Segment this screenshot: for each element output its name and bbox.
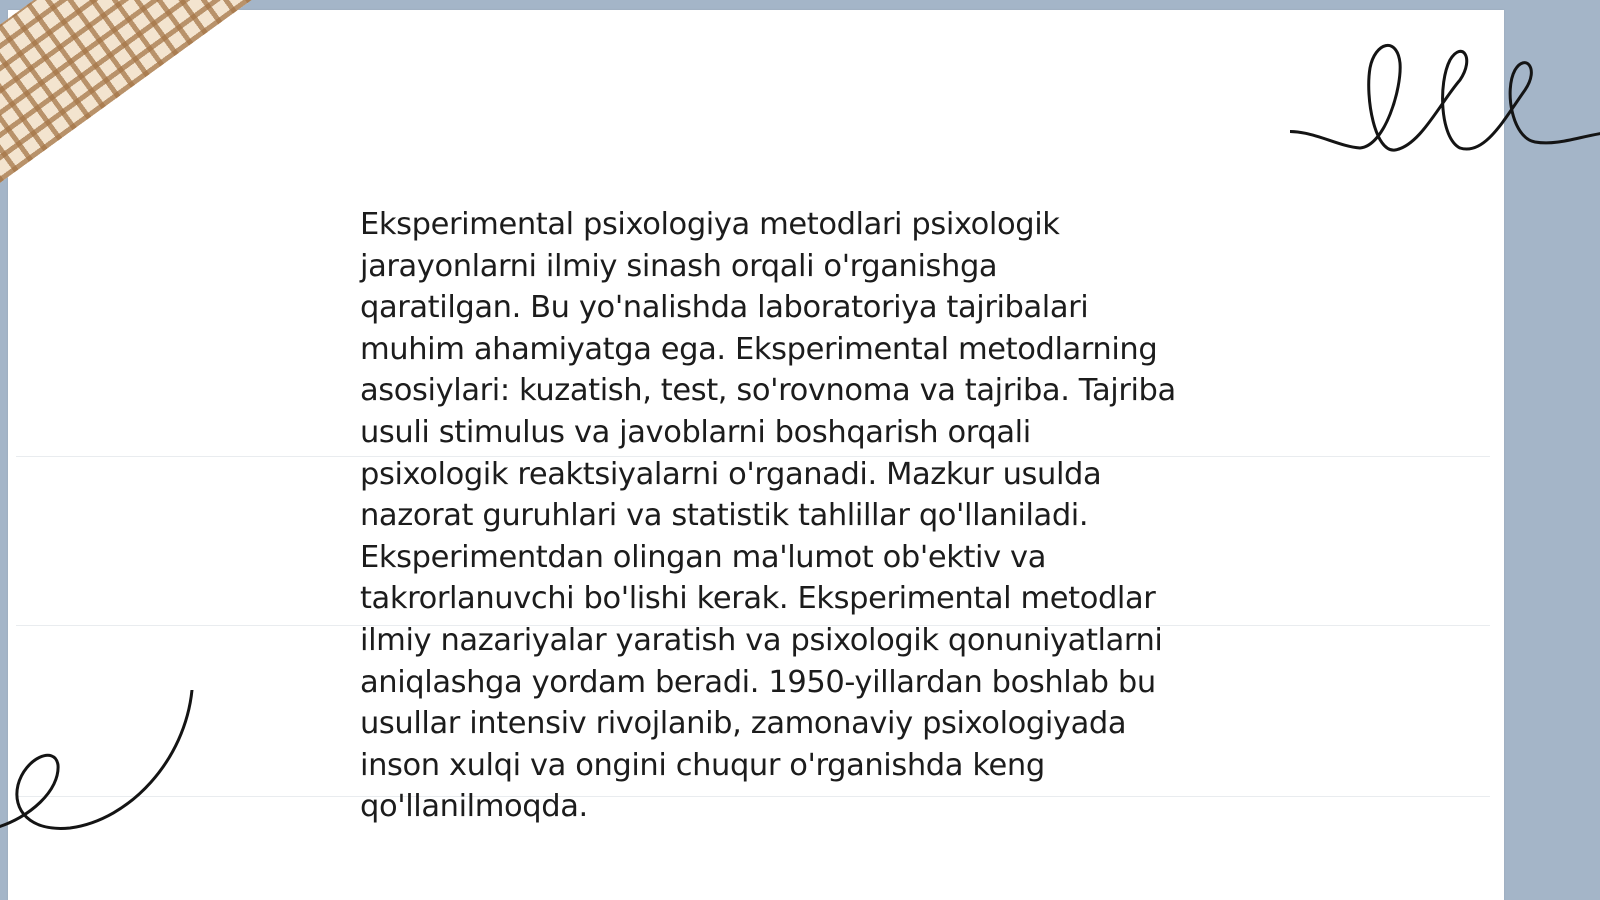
loop-scribble-icon xyxy=(1290,28,1600,168)
swirl-scribble-icon xyxy=(0,690,200,850)
washi-tape xyxy=(0,0,552,194)
body-paragraph: Eksperimental psixologiya metodlari psixologik jarayonlarni ilmiy sinash orqali o'rganishga qaratilgan. Bu yo'nalishda laboratoriya tajribalari muhim ahamiyatga ega. Eksperimental metodlarning asosiylari: kuzatish, test, so'rovnoma va tajriba. Tajriba usuli stimulus va javoblarni boshqarish orqali psixologik reaktsiyalarni o'rganadi. Mazkur usulda nazorat guruhlari va statistik tahlillar qo'llaniladi. Eksperimentdan olingan ma'lumot ob'ektiv va takrorlanuvchi bo'lishi kerak. Eksperimental metodlar ilmiy nazariyalar yaratish va psixologik qonuniyatlarni aniqlashga yordam beradi. 1950-yillardan boshlab bu usullar intensiv rivojlanib, zamonaviy psixologiyada inson xulqi va ongini chuqur o'rganishda keng qo'llanilmoqda. xyxy=(360,207,1176,825)
